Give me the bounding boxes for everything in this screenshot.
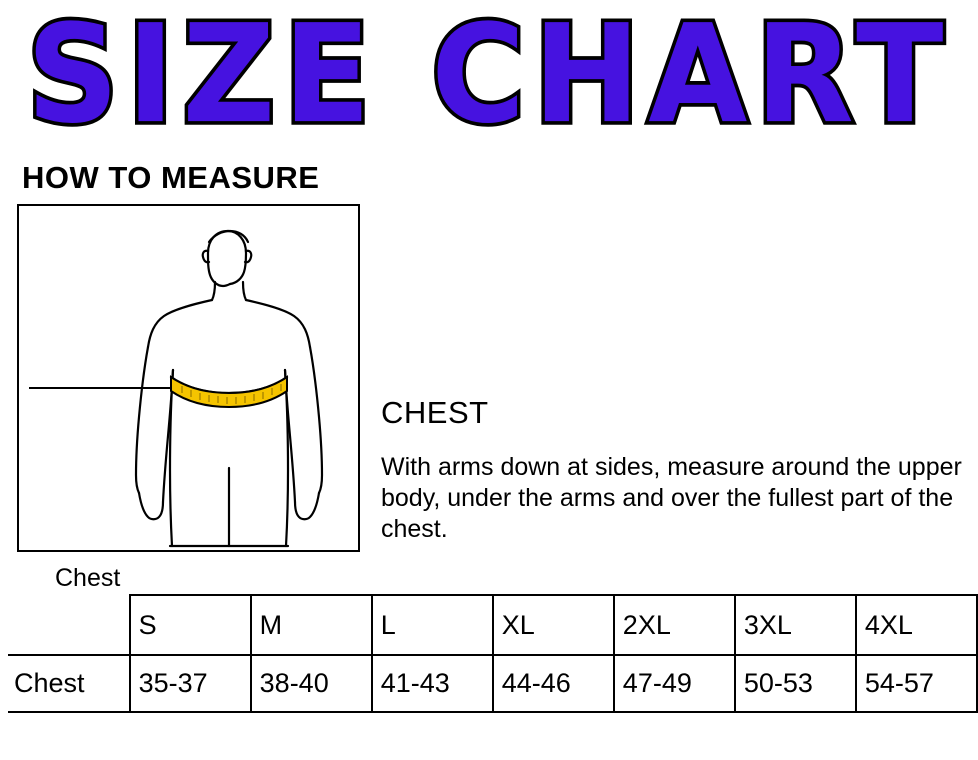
size-header-4xl: 4XL [856, 595, 977, 655]
size-header-xl: XL [493, 595, 614, 655]
size-header-l: L [372, 595, 493, 655]
chest-value-3xl: 50-53 [735, 655, 856, 712]
size-chart-table [8, 594, 978, 713]
chest-value-2xl: 47-49 [614, 655, 735, 712]
size-header-s: S [130, 595, 251, 655]
table-header-row [8, 595, 977, 655]
size-header-3xl: 3XL [735, 595, 856, 655]
how-to-measure-heading: HOW TO MEASURE [22, 160, 320, 195]
chest-value-l: 41-43 [372, 655, 493, 712]
male-torso-chest-measurement-icon [19, 206, 358, 550]
chest-figure-label: Chest [55, 564, 121, 592]
size-header-2xl: 2XL [614, 595, 735, 655]
row-label-chest: Chest [8, 655, 130, 712]
page-title-text: SIZE CHART [26, 0, 952, 154]
chest-value-4xl: 54-57 [856, 655, 977, 712]
measurement-figure [17, 204, 360, 592]
chest-value-xl: 44-46 [493, 655, 614, 712]
chest-value-s: 35-37 [130, 655, 251, 712]
description-body: With arms down at sides, measure around the upper body, under the arms and over the fullest part of the chest. [381, 453, 962, 543]
table-corner-blank [8, 595, 130, 655]
description-heading: CHEST [381, 395, 489, 430]
chest-value-m: 38-40 [251, 655, 372, 712]
tape-measure [171, 377, 287, 407]
size-header-m: M [251, 595, 372, 655]
table-row [8, 655, 977, 712]
page-title [0, 0, 978, 154]
